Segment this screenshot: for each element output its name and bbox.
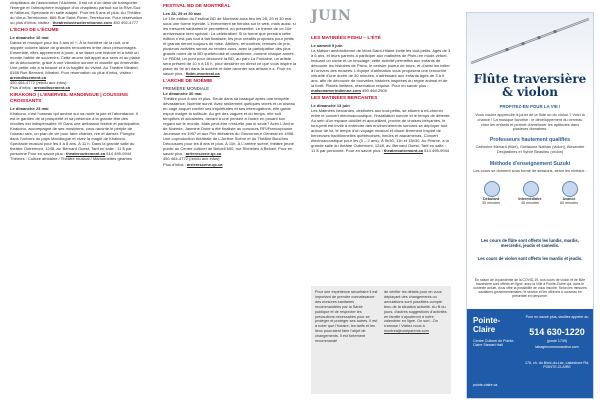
intro-link[interactable]: theatreduvieuxterrebonne.com <box>52 20 112 26</box>
event-link[interactable]: arrondissement.ca <box>10 75 46 81</box>
ad-covid-note: En raison de la pandémie de la COVID-19, nos cours de violon et de flûte traversière sont offerts en ligne, avec la Ville à Pointe-Claire qui, dans le contexte actuel, vous offre la possibilité de vous inscrire. Selon les mesures sanitaires gouvernementales, le service et les offrirons à nouveau en présentiel en personne. <box>473 278 587 299</box>
event-link[interactable]: arrierescene.qc.ca <box>185 151 222 157</box>
event-link[interactable]: theatreoutremont.ca <box>66 150 106 156</box>
ad-heading: Méthode d'enseignement Suzuki <box>489 161 571 167</box>
level-intermediate-icon <box>523 181 539 197</box>
ad-flute-days: Les cours de flûte sont offerts les lundis, mardis, mercredis, jeudis et samedis. <box>481 238 579 248</box>
event-body: Le samedi 5 juin La Maison amérindienne de Mont-Saint-Hilaire invite les tout-petits, âgés de 3 à 6 ans, et leurs parents à participer aux matinées de Pishu en mode virtuel. Incluant un conte et un bricolage, cette activité permettra aux enfants de découvrir les histoires de Pishu, le cerisier joueur de tours, et d'ainsi les initier à l'univers des musées. L'équipe d'animation vous proposera une rencontre virtuelle d'une durée de 30 minutes, s'adressant aux enfants âgés de 3 à 6 ans, afin de découvrir de nouvelles histoires inspirées du règne animal et de la forêt. Places limitées, réservation requise. Pour en savoir plus : maisonamerindienne.com 450 464-2500 <box>311 42 451 94</box>
event-body: Le dimanche 13 juin Les Matinées bercantes, destinées aux tout-petits, se situent à mi-chemin entre le concert électroacoustique, l'installation sonore et le temps de détente. Au sein d'un espace douillet et accueillant, proche de chaises berçantes, le tout-petit est invité à entendre des environnements sonores se déployer tout autour de lui, le temps d'un voyage musical et visuel librement inspiré de berceuses traditionnelles québécoises, innues et atacamenas. Concert électroacoustique pour les (0 – 2 ans). À 9h30, 11h et 15h30. Au Prisme, à la grande salle du théâtre Outremont, 1248, av. Bernard Ouest. Tarif en salle : 11 $ par personne. Pour en savoir plus : theatreoutremont.ca 514 495-9944 <box>311 102 451 154</box>
ad-title: & violon <box>502 85 558 99</box>
ad-phone-ext: (poste 1749) <box>546 339 568 343</box>
ad-centre: Centre Culturel de Pointe-Claire Stewart Hall <box>473 339 515 348</box>
ad-footer <box>467 309 593 398</box>
event-body: PREMIÈRE MONDIALE Le dimanche 30 mai Théâtre pour 8 ans et plus. Seule dans sa baraque après une tempête dévastatrice, Noémie survit. Avec seulement quelques vivres et un oiseau en cage auquel confier ses inquiétudes et ses interrogations, elle garde espoir malgré la solitude. Au gré des vagues et du temps, elle suit tempêtes et accalmies, devant à une pensée à l'autre en posant son regard sur le monde. Mais peut-être n'est-elle pas si seule? Avec L'Arche de Noémie, Jasmine Dubé a été finaliste au concours RFI/Francophonie Jeunesse en 1997 et aux Prix littéraires du Gouverneur Général en 1998. Une coproduction théâtrale de L'Arrière Scène et du Théâtre Bouches Décousues pour les 8 ans et plus. À 11h. À L'arrière scène, théâtre jeune public au Centre culturel de Beloeil 600, rue Richelieu à Beloeil. Pour en savoir plus : arrierescene.qc.ca 450 464-4772 (rendu aux infos) Plus d'infos : arrierescene.qc.ca <box>163 85 295 167</box>
ad-title: Flûte traversière <box>473 72 587 86</box>
event-title: L'ARCHE DE NOÉMIE <box>163 79 213 85</box>
event-link[interactable]: maisonamerindienne.com <box>311 88 361 94</box>
event-title: L'ÉCHO DE L'ÉCUME <box>10 28 59 34</box>
level-advanced-icon <box>562 181 578 197</box>
month-heading: JUIN <box>311 8 352 24</box>
ad-subtitle: PROFITEZ-EN POUR LA VIE ! <box>499 104 561 109</box>
info-box <box>311 286 451 394</box>
level-label: Avancé 60 minutes <box>559 197 579 206</box>
flute-illustration-icon <box>467 13 593 73</box>
ad-address: 176, ch. du Bord-du-Lac, Lakeshore Rd, POINTE-CLAIRE <box>525 361 589 370</box>
level-beginner-icon <box>484 181 500 197</box>
event-link[interactable]: fbdm-montreal.ca <box>185 71 220 77</box>
intro-text: chapiteaux de l'association l'Alchimie. Il est né d'un désir de transporter l'énergie et l'atmosphère magique d'un chapiteau partout sur la Rive-Sud et l'ailleurs. Spectacle en salle adapté. Pour les 5 ans et plus. Au Théâtre du Vieux-Terrebonne, 866 Rue Saint-Pierre, Terrebonne. Pour réservation ou plus d'infos, visitez : theatreduvieuxterrebonne.com 450 492-4777 <box>10 0 143 26</box>
info-text: de vérifier les détails pour en vous déplaçant des changements ou annulations sont possibles compte tenu de la situation actuelle. Au fil du jours, d'autres suggestions d'activités en famille s'ajouteront à notre calendrier en ligne. On sort...On s'amuse ! Visitez nous à montrealjeuneparents.com <box>384 290 447 334</box>
pointe-claire-logo: Pointe-Claire <box>473 316 501 334</box>
ad-text: Catherine Ménard (flûte), Guillaume Nathan (violon), Alexandre Desjardines et Sylvie Beaulieu (violon) <box>475 144 585 154</box>
level-label: Débutant 30 minutes <box>481 197 501 206</box>
ad-text: Les cours se donnent sous forme de sessions, selon les niveaux : <box>473 168 587 173</box>
event-title: KIRAKONO | L'ENERVEIL MANDINGUE | COUSSINS CROISSANTS <box>10 93 128 104</box>
event-body: Les 28, 29 et 30 mai Le 10e édition du Festival BD de Montréal aura lieu les 28, 29 et 30 mai sous une forme hybride. L'événement se tiendra sur le web, mais aussi, si les mesures sanitaires le permettent, en présentiel. Le thème de ce 10e anniversaire bien spécial : La célébration! Si la forme que prendra cette édition n'est pas tout à fait finalisée, les jeux créatifs proposés pour petits et grands seront toujours de mise. Ateliers, rencontres, remises de prix, plusieurs activités seront au rendez-vous, avec la participation des plus grands noms de la BD québécoise et canadienne, comme chaque année. Le FBDM, un pont pour découvrir la BD, au parc La Fontaine, un artiste sera présent de 10 h à 16 h, pour dessiner en direct ce que vous inspire la place du 9e art dans la société et faire raconter ses artisan.e.s. Pour en savoir plus : fbdm-montreal.ca <box>163 10 297 77</box>
ad-header <box>467 13 593 101</box>
info-text: Pour une expérience sécuritaire il est important de prendre connaissance des mesures sanitaires recommandées par la Santé publique et de respecter les précautions nécessaires pour se protéger et protéger ses autres. Il est à noter que l'horaire, les tarifs et les lieux pourraient faire l'objet de changements. Il est fortement recommandé <box>315 290 378 344</box>
advertisement <box>466 12 594 399</box>
ad-phone[interactable]: 514 630-1220 <box>529 327 585 337</box>
ad-info-label: Pour en savoir plus, veuillez appeler au <box>525 315 589 319</box>
ad-violin-days: Les cours de violon sont offerts les mardis et jeudis. <box>477 256 583 261</box>
event-body: Le dimanche 23 mai Kirakono, c'est l'osseau qui amène sur sa route la joie et l'abondance. Il est le gardien de la prospérité et sa présence à la grande fête des récoltes est indispensable !!!! Dans une ambiance festive et participative, Kirakono, accompagné de ses musiciens, vous raconte le périple de l'oiseau rare, un plan de vie pour faire chanter, rire et danser. Plongez dans l'univers du pays Mandingue et vivez la magie de Kirakono. Spectacle musical pour les 4 à 8 ans. À 11 h. Dans la grande salle du théâtre Outremont, 1248, av. Bernard Ouest. Tarif en salle : 11 $ par personne Pour en savoir plus : theatreoutremont.ca 514 495-9944 Thèmes : Culture africaine / Théâtre musical / Marionnettes géantes <box>10 105 141 161</box>
event-link[interactable]: theatreoutremont.ca <box>383 148 423 154</box>
event-link[interactable]: arrondissement.ca <box>33 85 70 91</box>
ad-brand-footer[interactable]: pointe-claire.ca <box>473 383 498 387</box>
column-3 <box>311 33 451 156</box>
event-link[interactable]: arrierescene.qc.ca <box>186 161 223 167</box>
ad-heading: Professeurs hautement qualifiés <box>489 137 571 143</box>
event-title: LES MATINÉES BERCANTES <box>311 96 378 102</box>
ad-web[interactable]: tabagiecommunauteur.com <box>535 345 579 349</box>
column-2 <box>163 4 297 170</box>
level-label: Intermédiaire 45 minutes <box>518 197 542 206</box>
event-body: Le dimanche 16 mai Danse et musique pour les 3 ans et +. À la frontière de la nuit, une nappée colorée laisse de grandes rencontres entre deux personnages. Ensemble, elles apprennent à jouer, à se tisser une histoire et à bâtir un monde habité de souvenirs. Cette œuvre fait appel aux sens et au plaisir de la découverte, grâce à une vibration sonore et visuelle qui émerveille. Une petite ode à la beauté et à la fragilité du vivant. Au Théâtre Mirabel, 6165 Rue Bernard, Mirabel. Pour réservation ou plus d'infos, visitez : arrondissement.ca 450 464-4772 (rendu aux infos) Plus d'infos : arrondissement.ca <box>10 34 141 91</box>
column-1 <box>10 0 143 164</box>
ad-intro: Vous voulez apprendre à jouer de la flûte ou du violon ? Voici la chance ! La musique favorise : le développement du cerveau chez les enfants et permet d'améliorer les aptitudes dans plusieurs domaines. <box>475 112 585 132</box>
event-title: FESTIVAL BD DE MONTRÉAL <box>163 4 231 9</box>
event-title: LES MATINÉES PISHU – L'ÉTÉ <box>311 36 381 41</box>
info-link[interactable]: montrealjeuneparents.com <box>384 329 429 334</box>
